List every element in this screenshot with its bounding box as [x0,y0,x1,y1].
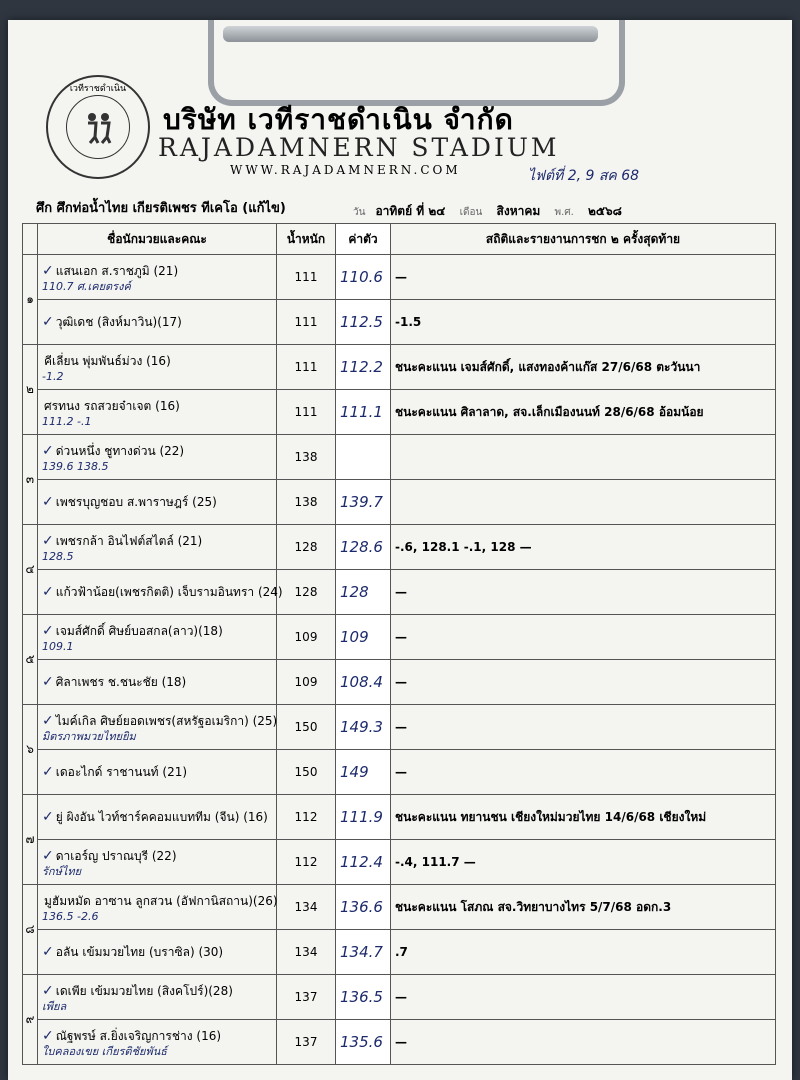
fighter-cell [38,705,277,750]
checkmark-icon: ✓ [42,532,54,549]
document-sheet [8,20,792,1080]
handwritten-note: 128.5 [42,549,74,563]
fight-card-table [22,223,776,1065]
actual-weight: 112.4 [336,840,391,885]
handwritten-note: เพียล [42,999,67,1013]
bout-number: ๙ [23,975,38,1065]
header-no [23,224,38,255]
checkmark-icon: ✓ [42,673,54,690]
fighter-weight: 111 [277,390,336,435]
fighter-cell [38,1020,277,1065]
actual-weight: 128 [336,570,391,615]
fighter-name: ไมค์เกิล ศิษย์ยอดเพชร(สหรัฐอเมริกา) (25) [55,713,278,728]
actual-weight: 109 [336,615,391,660]
bout-number: ๑ [23,255,38,345]
fighter-weight: 111 [277,255,336,300]
company-name: บริษัท เวทีราชดำเนิน จำกัด [163,103,514,136]
fighter-cell [38,615,277,660]
table-row [23,750,776,795]
header-actual: ค่าตัว [336,224,391,255]
fight-record: — [391,705,776,750]
table-row [23,840,776,885]
header-weight: น้ำหนัก [277,224,336,255]
fighter-cell [38,300,277,345]
fight-record [391,480,776,525]
fighter-cell [38,525,277,570]
actual-weight: 108.4 [336,660,391,705]
checkmark-icon: ✓ [42,763,54,780]
fighter-weight: 109 [277,615,336,660]
header-stats: สถิติและรายงานการชก ๒ ครั้งสุดท้าย [391,224,776,255]
handwritten-note: รักษ์ไทย [42,864,82,878]
fighter-name: แสนเอก ส.ราชภูมิ (21) [55,263,179,278]
fighter-weight: 137 [277,1020,336,1065]
fighter-name: เพชรบุญชอบ ส.พาราษฎร์ (25) [55,494,217,509]
bout-number: ๒ [23,345,38,435]
fighter-name: ยู่ ผิงอัน ไวท์ชาร์คคอมแบททีม (จีน) (16) [55,809,268,824]
fighter-weight: 128 [277,570,336,615]
table-row [23,345,776,390]
event-title: ศึก ศึกท่อน้ำไทย เกียรติเพชร ทีเคโอ (แก้ไข) [36,201,286,216]
fighter-cell [38,840,277,885]
fight-record: — [391,975,776,1020]
table-row [23,525,776,570]
fighter-cell [38,255,277,300]
fighter-weight: 138 [277,480,336,525]
actual-weight: 110.6 [336,255,391,300]
table-row [23,615,776,660]
actual-weight: 136.5 [336,975,391,1020]
fighter-name: ศิลาเพชร ช.ชนะชัย (18) [55,674,187,689]
table-row [23,885,776,930]
handwritten-note: -1.2 [42,369,64,383]
stadium-name: RAJADAMNERN STADIUM [158,133,560,162]
fight-record [391,435,776,480]
year-label: พ.ศ. [554,207,574,218]
bout-number: ๕ [23,615,38,705]
checkmark-icon: ✓ [42,1027,54,1044]
checkmark-icon: ✓ [42,847,54,864]
fight-record: — [391,750,776,795]
fighter-name: เพชรกล้า อินไฟต์สไตล์ (21) [55,533,203,548]
bout-number: ๖ [23,705,38,795]
fighter-weight: 150 [277,750,336,795]
fighter-weight: 134 [277,885,336,930]
actual-weight: 111.9 [336,795,391,840]
table-row [23,300,776,345]
bout-number: ๔ [23,525,38,615]
fighter-cell [38,570,283,615]
table-header-row [23,224,776,255]
fighter-name: ณัฐพรษ์ ส.ยิ่งเจริญการช่าง (16) [55,1028,222,1043]
handwritten-note: 111.2 -.1 [42,414,92,428]
checkmark-icon: ✓ [42,982,54,999]
table-row [23,480,776,525]
fighter-name: ดาเอร์ญ ปราณบุรี (22) [55,848,177,863]
table-row [23,660,776,705]
table-row [23,975,776,1020]
table-row [23,570,776,615]
fighter-name: อลัน เข้มมวยไทย (บราซิล) (30) [55,944,224,959]
table-row [23,435,776,480]
handwritten-note: มิตรภาพมวยไทยยิม [42,729,136,743]
table-row [23,390,776,435]
fight-record: — [391,255,776,300]
fight-record: ชนะคะแนน ศิลาลาด, สจ.เล็กเมืองนนท์ 28/6/68 อ้อมน้อย [391,390,776,435]
fight-record: ชนะคะแนน โสภณ สจ.วิทยาบางไทร 5/7/68 อดก.3 [391,885,776,930]
fight-record: ชนะคะแนน ทยานชน เชียงใหม่มวยไทย 14/6/68 เชียงใหม่ [391,795,776,840]
table-row [23,1020,776,1065]
checkmark-icon: ✓ [42,943,54,960]
fighter-cell [38,345,277,390]
checkmark-icon: ✓ [42,493,54,510]
fighter-weight: 112 [277,795,336,840]
actual-weight: 112.2 [336,345,391,390]
logo-emblem [66,95,130,159]
table-row [23,705,776,750]
actual-weight: 149 [336,750,391,795]
table-row [23,930,776,975]
fighter-weight: 112 [277,840,336,885]
fighter-name: ด่วนหนึ่ง ชูทางด่วน (22) [55,443,185,458]
checkmark-icon: ✓ [42,583,54,600]
actual-weight [336,435,391,480]
fighter-weight: 109 [277,660,336,705]
checkmark-icon: ✓ [42,622,54,639]
event-date [353,202,632,221]
table-body [23,255,776,1065]
fighter-weight: 111 [277,300,336,345]
handwritten-note: ใบคลองเขย เกียรติชัยพันธ์ [42,1044,167,1058]
fighter-weight: 128 [277,525,336,570]
table-row [23,795,776,840]
month-label: เดือน [459,207,483,218]
fighter-cell [38,660,277,705]
header-name: ชื่อนักมวยและคณะ [38,224,277,255]
boxers-icon [78,107,118,147]
handwritten-note: 139.6 138.5 [42,459,109,473]
fighter-name: เจมส์ศักดิ์ ศิษย์บอสกล(ลาว)(18) [55,623,223,638]
handwritten-note: 110.7 ศ.เคยตรงค์ [42,279,131,293]
fighter-name: วุฒิเดช (สิงห์มาวิน)(17) [55,314,182,329]
clipboard-clip [208,20,625,106]
fighter-cell [38,390,277,435]
actual-weight: 136.6 [336,885,391,930]
fight-record: -.6, 128.1 -.1, 128 — [391,525,776,570]
fighter-cell [38,930,277,975]
actual-weight: 128.6 [336,525,391,570]
event-year: ๒๕๖๘ [587,204,622,218]
fighter-weight: 137 [277,975,336,1020]
fight-record: .7 [391,930,776,975]
event-month: สิงหาคม [496,204,541,218]
day-prefix: วัน [353,207,366,218]
bout-number: ๘ [23,885,38,975]
actual-weight: 149.3 [336,705,391,750]
actual-weight: 134.7 [336,930,391,975]
fighter-name: ศรทนง รถสวยจ๋าเจต (16) [44,398,180,413]
fighter-weight: 150 [277,705,336,750]
checkmark-icon: ✓ [42,442,54,459]
fight-record: — [391,660,776,705]
fighter-cell [38,480,277,525]
actual-weight: 135.6 [336,1020,391,1065]
checkmark-icon: ✓ [42,262,54,279]
fighter-name: มูฮัมหมัด อาซาน ลูกสวน (อัฟกานิสถาน)(26) [44,893,278,908]
fight-record: -.4, 111.7 — [391,840,776,885]
actual-weight: 111.1 [336,390,391,435]
fighter-cell [38,885,277,930]
handwritten-header-note: ไฟต์ที่ 2, 9 สค 68 [528,168,640,184]
bout-number: ๗ [23,795,38,885]
checkmark-icon: ✓ [42,313,54,330]
fighter-name: คีเลี่ยน พุ่มพันธ์ม่วง (16) [44,353,171,368]
actual-weight: 139.7 [336,480,391,525]
bout-number: ๓ [23,435,38,525]
handwritten-note: 136.5 -2.6 [42,909,99,923]
event-day: อาทิตย์ ที่ ๒๔ [375,204,446,218]
fighter-cell [38,975,277,1020]
fighter-cell [38,435,277,480]
fighter-name: เดอะไกด์ ราชานนท์ (21) [55,764,188,779]
fighter-weight: 111 [277,345,336,390]
fighter-weight: 134 [277,930,336,975]
table-row [23,255,776,300]
fighter-weight: 138 [277,435,336,480]
fighter-name: แก้วฟ้าน้อย(เพชรกิตติ) เจ็บรามอินทรา (24) [55,584,283,599]
actual-weight: 112.5 [336,300,391,345]
fighter-name: เดเพีย เข้มมวยไทย (สิงคโปร์)(28) [55,983,233,998]
fight-record: ชนะคะแนน เจมส์ศักดิ์, แสงทองค้าแก๊ส 27/6/68 ตะวันนา [391,345,776,390]
fight-record: — [391,570,776,615]
checkmark-icon: ✓ [42,808,54,825]
handwritten-note: 109.1 [42,639,74,653]
fight-record: -1.5 [391,300,776,345]
fight-record: — [391,1020,776,1065]
checkmark-icon: ✓ [42,712,54,729]
fighter-cell [38,795,277,840]
fighter-cell [38,750,277,795]
website: WWW.RAJADAMNERN.COM [230,163,461,177]
logo-text: เวทีราชดำเนิน [69,84,127,94]
stadium-logo [46,75,150,179]
fight-record: — [391,615,776,660]
